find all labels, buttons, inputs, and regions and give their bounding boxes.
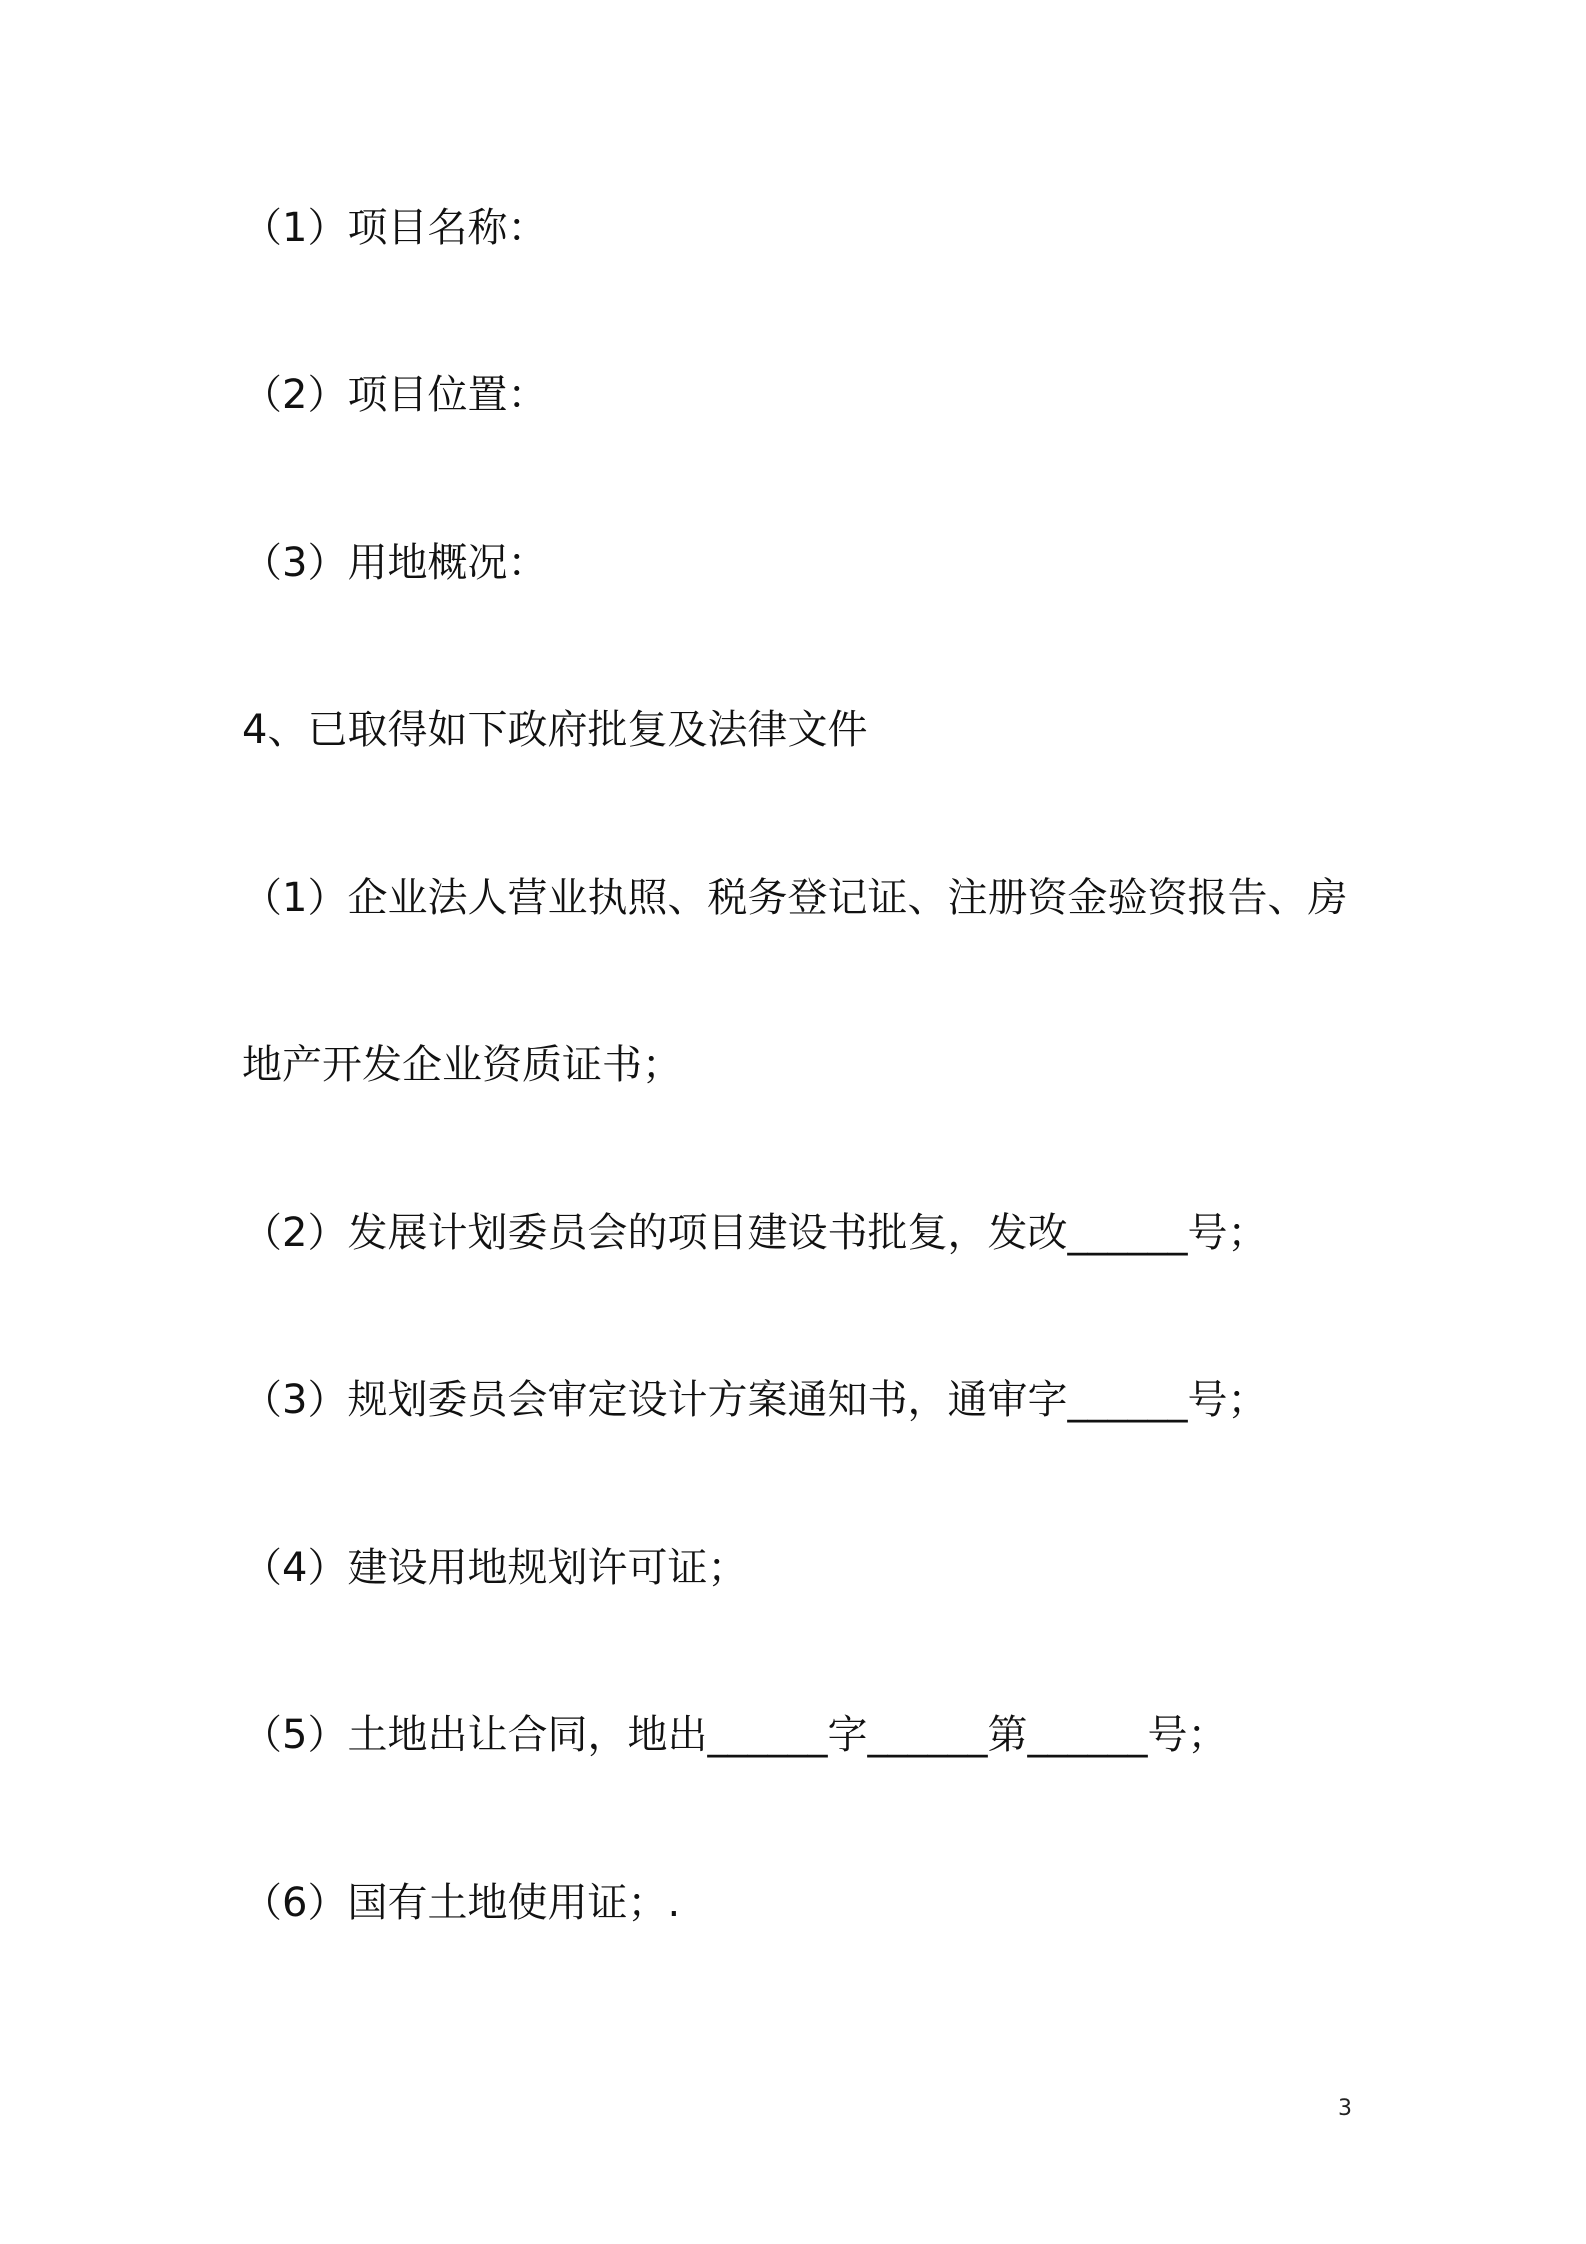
item-project-location: （2）项目位置： [242, 372, 548, 418]
item-business-license-continued: 地产开发企业资质证书； [242, 1042, 682, 1088]
page-number: 3 [1338, 2096, 1352, 2121]
section-heading-approvals: 4、已取得如下政府批复及法律文件 [242, 707, 868, 753]
item-development-approval: （2）发展计划委员会的项目建设书批复，发改______号； [242, 1210, 1268, 1256]
item-business-license: （1）企业法人营业执照、税务登记证、注册资金验资报告、房 [242, 875, 1348, 921]
item-land-planning-permit: （4）建设用地规划许可证； [242, 1545, 748, 1591]
item-state-land-certificate: （6）国有土地使用证；. [242, 1880, 681, 1926]
item-project-name: （1）项目名称： [242, 205, 548, 251]
item-land-transfer-contract: （5）土地出让合同，地出______字______第______号； [242, 1712, 1228, 1758]
item-design-notice: （3）规划委员会审定设计方案通知书，通审字______号； [242, 1377, 1268, 1423]
item-land-overview: （3）用地概况： [242, 540, 548, 586]
